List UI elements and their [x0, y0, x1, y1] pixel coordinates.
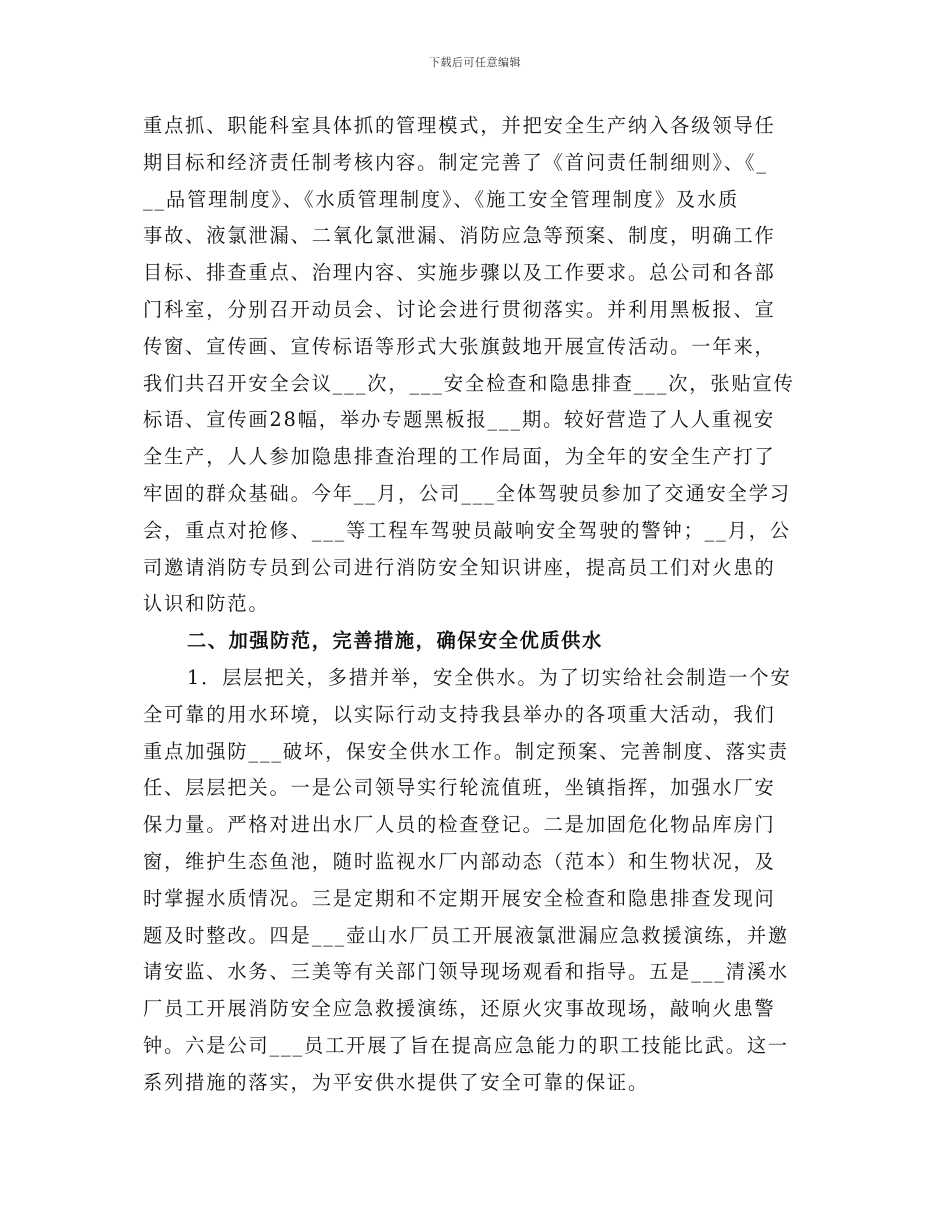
document-body — [143, 108, 803, 1102]
paragraph-line: 标语、宣传画28幅，举办专题黑板报___期。较好营造了人人重视安 — [143, 408, 776, 432]
paragraph-line: __品管理制度》、《水质管理制度》、《施工安全管理制度》及水质 — [143, 187, 740, 211]
paragraph-line: 全可靠的用水环境，以实际行动支持我县举办的各项重大活动，我们 — [143, 702, 776, 726]
paragraph-line: 任、层层把关。一是公司领导实行轮流值班，坐镇指挥，加强水厂安 — [143, 776, 776, 800]
paragraph-line: 时掌握水质情况。三是定期和不定期开展安全检查和隐患排查发现问 — [143, 886, 776, 910]
section-heading: 二、加强防范，完善措施，确保安全优质供水 — [187, 629, 603, 653]
paragraph-line: 题及时整改。四是___壶山水厂员工开展液氯泄漏应急救援演练，并邀 — [143, 923, 790, 947]
paragraph-line: 门科室，分别召开动员会、讨论会进行贯彻落实。并利用黑板报、宣 — [143, 297, 776, 321]
paragraph-line: 系列措施的落实，为平安供水提供了安全可靠的保证。 — [143, 1070, 650, 1094]
header-note: 下载后可任意编辑 — [429, 56, 521, 69]
paragraph-line: 事故、液氯泄漏、二氧化氯泄漏、消防应急等预案、制度，明确工作 — [143, 224, 776, 248]
paragraph-line: 我们共召开安全会议___次，___安全检查和隐患排查___次，张贴宣传 — [143, 371, 795, 395]
paragraph-line: 重点抓、职能科室具体抓的管理模式，并把安全生产纳入各级领导任 — [143, 114, 776, 137]
paragraph-line: 重点加强防___破坏，保安全供水工作。制定预案、完善制度、落实责 — [143, 739, 790, 763]
paragraph-line: 牢固的群众基础。今年__月，公司___全体驾驶员参加了交通安全学习 — [143, 481, 791, 505]
paragraph-line: 目标、排查重点、治理内容、实施步骤以及工作要求。总公司和各部 — [143, 261, 776, 285]
paragraph-line: 传窗、宣传画、宣传标语等形式大张旗鼓地开展宣传活动。一年来， — [143, 334, 776, 358]
paragraph-line: 窗，维护生态鱼池，随时监视水厂内部动态（范本）和生物状况，及 — [143, 849, 776, 873]
paragraph-line: 司邀请消防专员到公司进行消防安全知识讲座，提高员工们对火患的 — [143, 555, 776, 579]
paragraph-line: 会，重点对抢修、___等工程车驾驶员敲响安全驾驶的警钟；__月，公 — [143, 518, 791, 542]
paragraph-line: 认识和防范。 — [143, 592, 270, 616]
paragraph-line: 请安监、水务、三美等有关部门领导现场观看和指导。五是___清溪水 — [143, 960, 790, 984]
paragraph-line: 期目标和经济责任制考核内容。制定完善了《首问责任制细则》、《_ — [143, 150, 768, 174]
paragraph-line: 保力量。严格对进出水厂人员的检查登记。二是加固危化物品库房门 — [143, 813, 776, 837]
paragraph-safety-management — [143, 108, 803, 623]
paragraph-safe-water-supply — [143, 697, 803, 1102]
paragraph-line: 厂员工开展消防安全应急救援演练，还原火灾事故现场，敲响火患警 — [143, 997, 776, 1021]
paragraph-line: 钟。六是公司___员工开展了旨在提高应急能力的职工技能比武。这一 — [143, 1033, 790, 1057]
paragraph-line: 全生产，人人参加隐患排查治理的工作局面，为全年的安全生产打了 — [143, 445, 776, 469]
paragraph-line: 1．层层把关，多措并举，安全供水。为了切实给社会制造一个安 — [187, 665, 792, 689]
